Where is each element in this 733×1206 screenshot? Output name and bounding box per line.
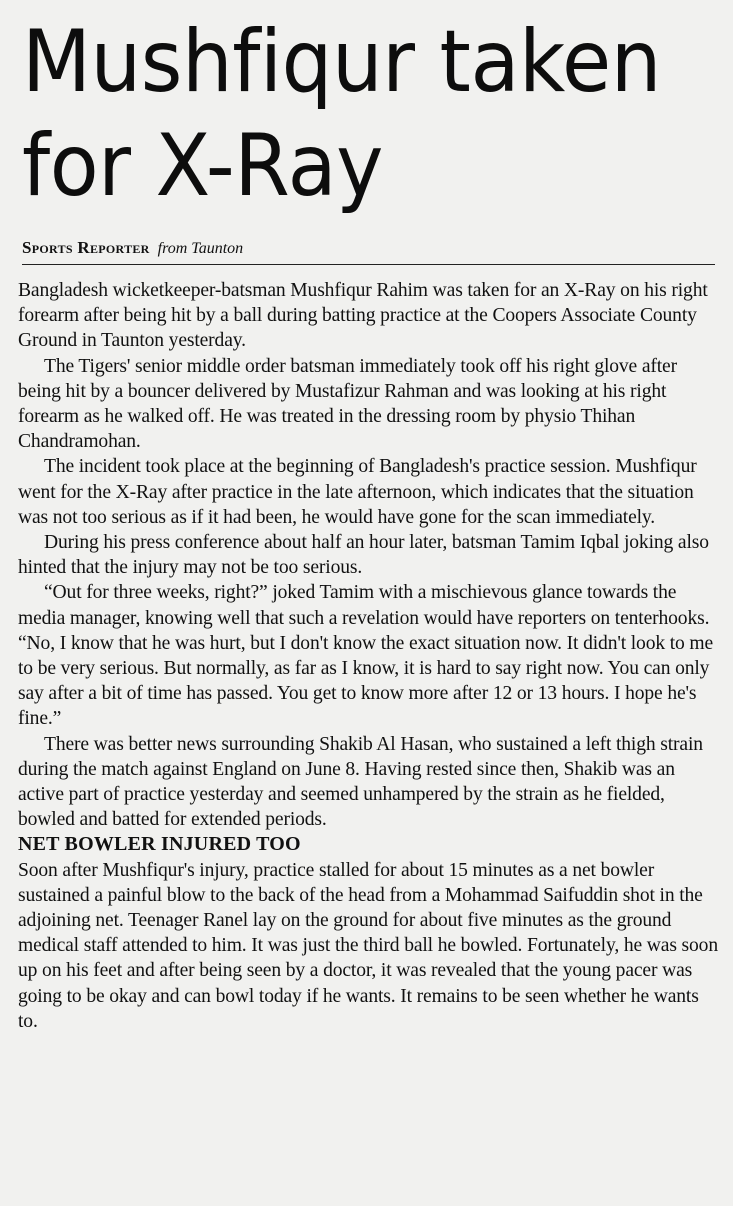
byline-role: Sports Reporter [22, 238, 150, 257]
paragraph-3: The incident took place at the beginning of Bangladesh's practice session. Mushfiqur went for the X-Ray after practice in the late afternoon, which indicates that the situation was not too serious as if it had been, he would have gone for the scan immediately. [18, 456, 697, 528]
article-body [18, 278, 719, 1034]
paragraph-7: Soon after Mushfiqur's injury, practice stalled for about 15 minutes as a net bowler sustained a painful blow to the back of the head from a Mohammad Saifuddin shot in the adjoining net. Teenager Ranel lay on the ground for about five minutes as the ground medical staff attended to him. It was just the third ball he bowled. Fortunately, he was soon up on his feet and after being seen by a doctor, it was revealed that the young pacer was going to be okay and can bowl today if he wants. It remains to be seen whether he wants to. [18, 859, 718, 1032]
subheading: NET BOWLER INJURED TOO [18, 833, 301, 856]
headline-line-2: for X-Ray [22, 116, 384, 216]
paragraph-2: The Tigers' senior middle order batsman immediately took off his right glove after being hit by a bouncer delivered by Mustafizur Rahman and was looking at his right forearm as he walked off. He was treated in the dressing room by physio Thihan Chandramohan. [18, 355, 677, 453]
byline-location: from Taunton [157, 240, 244, 257]
paragraph-1: Bangladesh wicketkeeper-batsman Mushfiqur Rahim was taken for an X-Ray on his right forearm after being hit by a ball during batting practice at the Coopers Associate County Ground in Taunton yesterday. [18, 280, 708, 352]
headline-line-1: Mushfiqur taken [22, 12, 661, 112]
paragraph-6: There was better news surrounding Shakib Al Hasan, who sustained a left thigh strain during the match against England on June 8. Having rested since then, Shakib was an active part of practice yesterday and seemed unhampered by the strain as he fielded, bowled and batted for extended periods. [18, 733, 703, 831]
byline-divider [22, 264, 715, 265]
headline [22, 10, 670, 218]
paragraph-5: “Out for three weeks, right?” joked Tamim with a mischievous glance towards the media manager, knowing well that such a revelation would have reporters on tenterhooks. “No, I know that he was hurt, but I don't know the exact situation now. It didn't look to me to be very serious. But normally, as far as I know, it is hard to say right now. You can only say after a bit of time has passed. You get to know more after 12 or 13 hours. I hope he's fine.” [18, 582, 714, 730]
byline [22, 238, 719, 259]
paragraph-4: During his press conference about half an hour later, batsman Tamim Iqbal joking also hinted that the injury may not be too serious. [18, 532, 709, 579]
